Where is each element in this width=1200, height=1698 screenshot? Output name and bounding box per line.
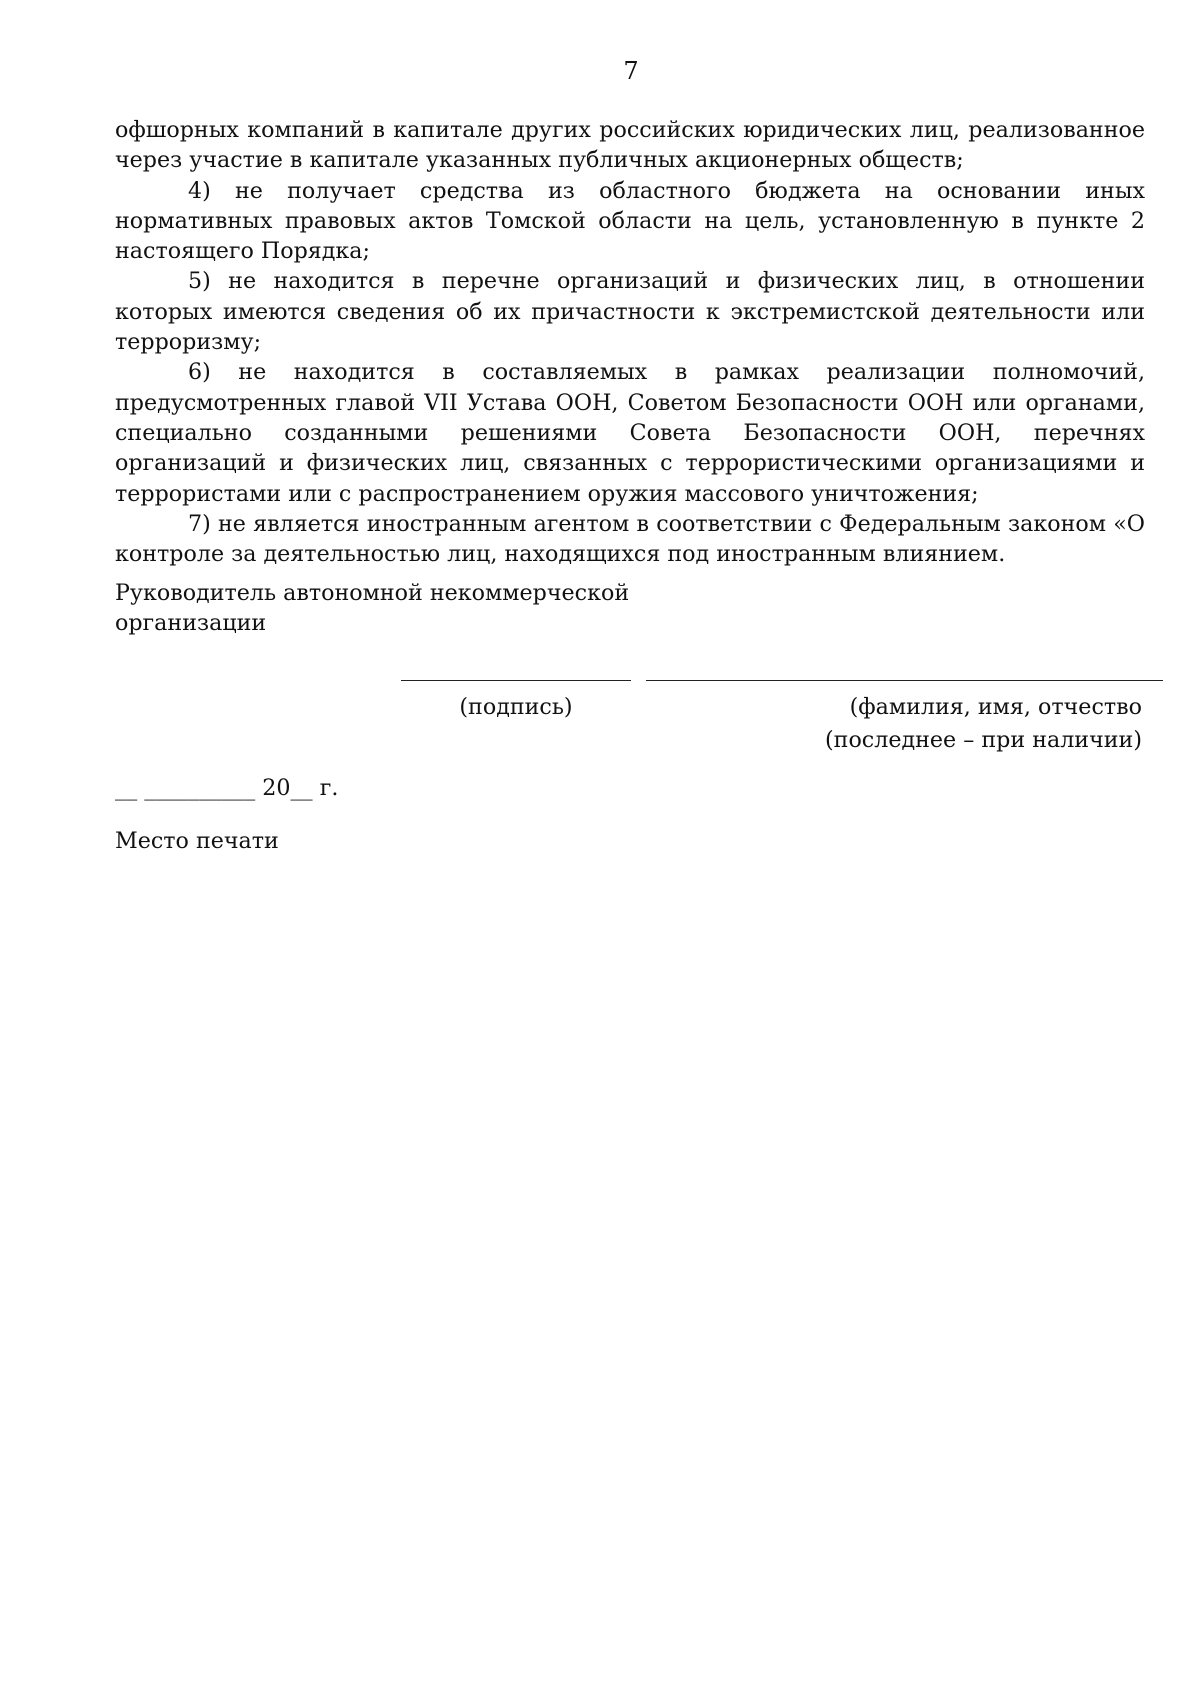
signer-title-line-1: Руководитель автономной некоммерческой <box>115 580 630 606</box>
full-name-caption <box>800 691 1142 757</box>
full-name-line <box>646 680 1163 681</box>
full-name-caption-line-2: (последнее – при наличии) <box>825 727 1142 753</box>
signature-caption: (подпись) <box>459 694 573 720</box>
full-name-caption-line-1: (фамилия, имя, отчество <box>849 694 1142 720</box>
paragraph-item-4: 4) не получает средства из областного бюджета на основании иных нормативных правовых актов Томской области на цель, установленную в пункте 2 настоящего Порядка; <box>115 177 1145 265</box>
paragraph-item-5: 5) не находится в перечне организаций и физических лиц, в отношении которых имеются сведения об их причастности к экстремистской деятельности или терроризму; <box>115 268 1145 356</box>
document-body <box>115 115 1145 569</box>
signature-line <box>401 680 631 681</box>
page-number: 7 <box>623 57 639 85</box>
stamp-place-label: Место печати <box>115 828 279 854</box>
signer-title-line-2: организации <box>115 610 267 637</box>
paragraph-item-6: 6) не находится в составляемых в рамках реализации полномочий, предусмотренных главой VII Устава ООН, Советом Безопасности ООН или органами, специально созданными решениями Совета Безопасности ООН, перечнях организаций и физических лиц, связанных с террористическими организациями и террористами или с распространением оружия массового уничтожения; <box>115 359 1145 507</box>
paragraph-item-7: 7) не является иностранным агентом в соответствии с Федеральным законом «О контроле за деятельностью лиц, находящихся под иностранным влиянием. <box>115 510 1145 568</box>
paragraph-continuation: офшорных компаний в капитале других российских юридических лиц, реализованное через участие в капитале указанных публичных акционерных обществ; <box>115 117 1145 174</box>
signer-title <box>115 578 629 639</box>
date-line: __ __________ 20__ г. <box>115 775 339 801</box>
